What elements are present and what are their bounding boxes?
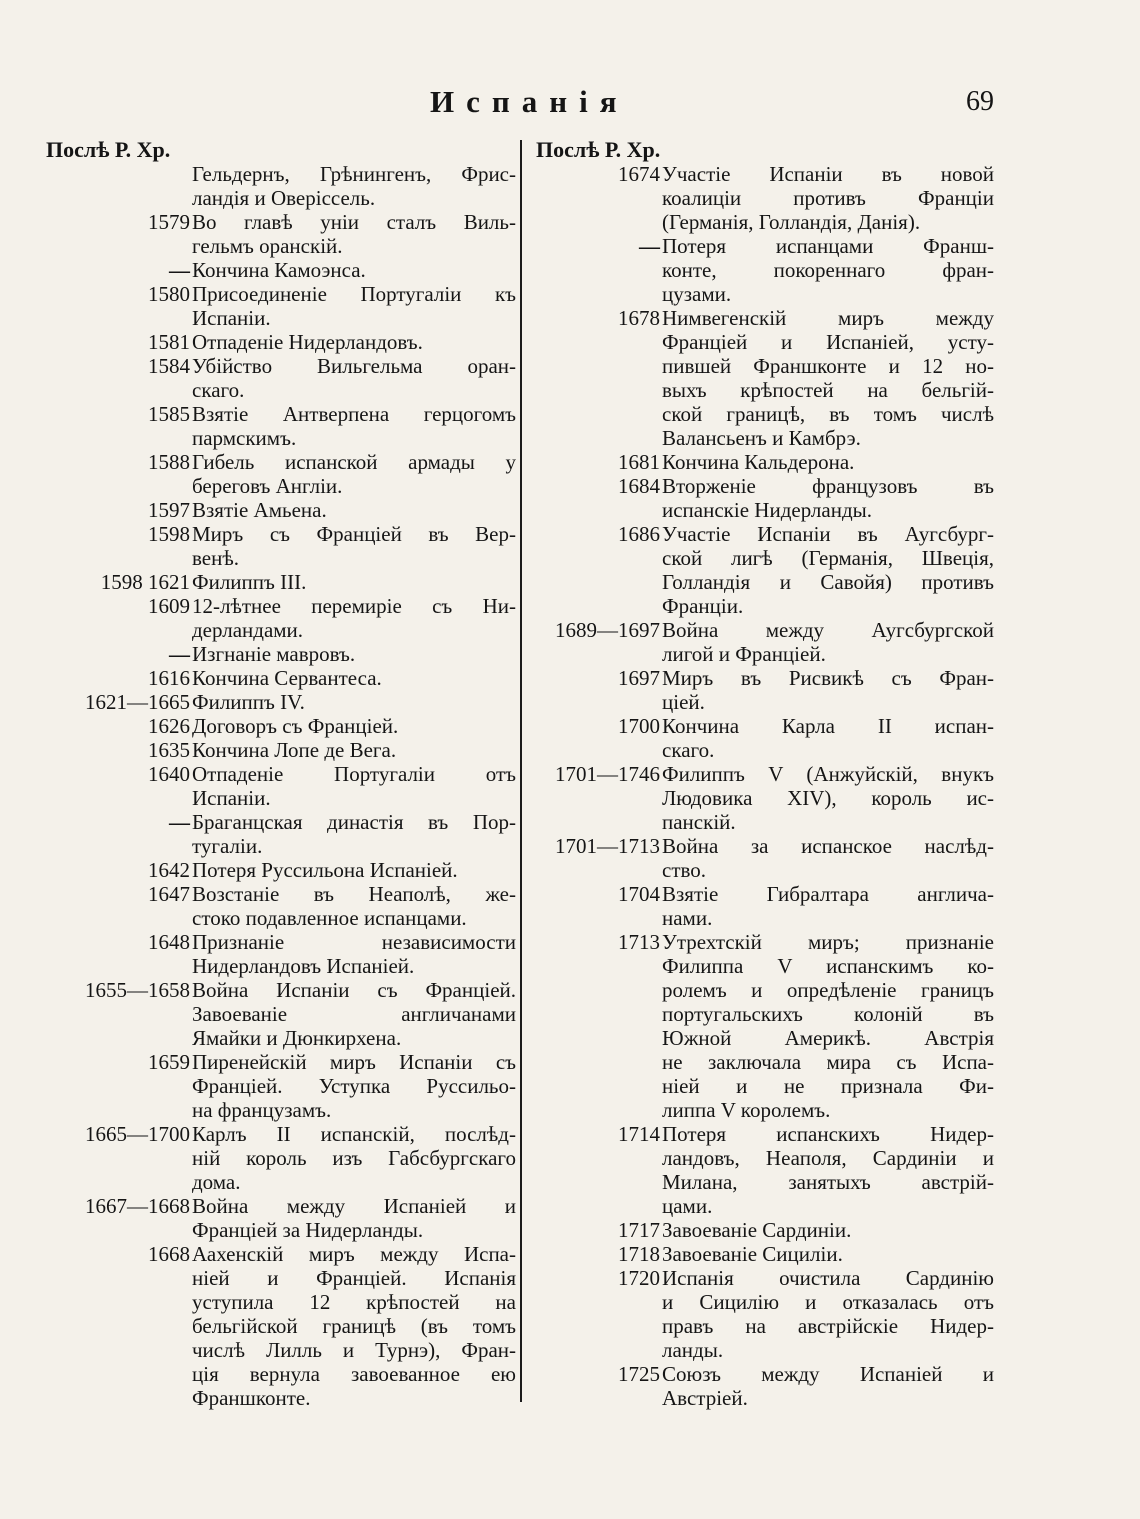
entry-text	[192, 282, 516, 330]
column-divider	[520, 140, 522, 1402]
entry-text	[662, 162, 994, 234]
entry-date: 1697	[618, 666, 660, 690]
chronology-entry	[536, 714, 998, 762]
chronology-entry	[46, 810, 516, 858]
entry-line: Договоръ съ Франціей.	[192, 714, 399, 738]
entry-line: тугаліи.	[192, 834, 263, 858]
chronology-entry	[46, 162, 516, 210]
entry-line: цузами.	[662, 282, 732, 306]
entry-date: 1665—1700	[85, 1122, 190, 1146]
entry-date: 1668	[148, 1242, 190, 1266]
entry-line: Союзъ между Испаніей и	[662, 1362, 994, 1386]
entry-date: 1700	[618, 714, 660, 738]
entry-line: Отпаденіе Нидерландовъ.	[192, 330, 423, 354]
entry-line: Ямайки и Дюнкирхена.	[192, 1026, 402, 1050]
entry-line: на французамъ.	[192, 1098, 332, 1122]
entry-date: 1720	[618, 1266, 660, 1290]
entry-line: не заключала мира съ Испа-	[662, 1050, 994, 1074]
entry-text	[192, 354, 516, 402]
entry-line: Испаніи.	[192, 786, 271, 810]
entry-text	[662, 666, 994, 714]
entry-line: Взятіе Гибралтара англича-	[662, 882, 994, 906]
entry-line: Миръ въ Рисвикѣ съ Фран-	[662, 666, 994, 690]
entry-text	[662, 1218, 994, 1242]
entry-line: Аахенскій миръ между Испа-	[192, 1242, 516, 1266]
entry-line: гельмъ оранскій.	[192, 234, 343, 258]
chronology-entry	[46, 594, 516, 642]
entry-line: ція вернула завоеванное ею	[192, 1362, 516, 1386]
chronology-entry	[46, 1194, 516, 1242]
entry-text	[662, 930, 994, 1122]
chronology-entry	[46, 450, 516, 498]
entry-line: нами.	[662, 906, 713, 930]
page-header	[0, 84, 1140, 120]
entry-line: Франціи.	[662, 594, 744, 618]
entry-date: 1648	[148, 930, 190, 954]
entry-date: 1678	[618, 306, 660, 330]
chronology-entry	[536, 162, 998, 234]
chronology-entry	[536, 474, 998, 522]
entry-line: ній король изъ Габсбургскаго	[192, 1146, 516, 1170]
entry-date: 1609	[148, 594, 190, 618]
chronology-entry	[536, 522, 998, 618]
entry-text	[192, 522, 516, 570]
entry-line: Участіе Испаніи въ Аугсбург-	[662, 522, 994, 546]
entry-line: Франціей и Испаніей, усту-	[662, 330, 994, 354]
chronology-entry	[46, 498, 516, 522]
entry-date: 1701—1713	[555, 834, 660, 858]
chronology-list	[46, 162, 516, 1410]
entry-text	[192, 1050, 516, 1122]
entry-text	[662, 450, 994, 474]
entry-text	[662, 1122, 994, 1218]
entry-text	[662, 474, 994, 522]
entry-line: Отпаденіе Португаліи отъ	[192, 762, 516, 786]
chronology-entry	[536, 1266, 998, 1362]
entry-line: Милана, занятыхъ австрій-	[662, 1170, 994, 1194]
entry-line: скаго.	[192, 378, 245, 402]
chronology-list	[536, 162, 998, 1410]
entry-text	[662, 306, 994, 450]
entry-line: пившей Франшконте и 12 но-	[662, 354, 994, 378]
entry-text	[192, 498, 516, 522]
entry-line: Присоединеніе Португаліи къ	[192, 282, 516, 306]
entry-text	[662, 1266, 994, 1362]
entry-line: Война Испаніи съ Франціей.	[192, 978, 516, 1002]
chronology-entry	[536, 762, 998, 834]
entry-line: (Германія, Голландія, Данія).	[662, 210, 921, 234]
entry-line: Завоеваніе Сициліи.	[662, 1242, 843, 1266]
entry-line: бельгійской границѣ (въ томъ	[192, 1314, 516, 1338]
entry-text	[192, 978, 516, 1050]
entry-text	[662, 1362, 994, 1410]
entry-date: 1717	[618, 1218, 660, 1242]
entry-text	[192, 162, 516, 210]
entry-line: Возстаніе въ Неаполѣ, же-	[192, 882, 516, 906]
entry-text	[192, 402, 516, 450]
entry-date: 1581	[148, 330, 190, 354]
entry-line: выхъ крѣпостей на бельгій-	[662, 378, 994, 402]
entry-text	[192, 1122, 516, 1194]
entry-line: Война между Испаніей и	[192, 1194, 516, 1218]
entry-text	[192, 1194, 516, 1242]
entry-text	[192, 714, 516, 738]
entry-line: Людовика XIV), король ис-	[662, 786, 994, 810]
entry-line: панскій.	[662, 810, 736, 834]
entry-date: 1725	[618, 1362, 660, 1386]
entry-text	[192, 330, 516, 354]
chronology-entry	[46, 282, 516, 330]
chronology-entry	[46, 210, 516, 258]
entry-line: Австріей.	[662, 1386, 748, 1410]
entry-line: Война между Аугсбургской	[662, 618, 994, 642]
chronology-entry	[46, 522, 516, 570]
entry-line: Браганцская династія въ Пор-	[192, 810, 516, 834]
chronology-entry	[46, 258, 516, 282]
page-title: Испанія	[430, 84, 629, 119]
entry-line: ской границѣ, въ томъ числѣ	[662, 402, 994, 426]
entry-line: ской лигѣ (Германія, Швеція,	[662, 546, 994, 570]
entry-text	[662, 882, 994, 930]
chronology-entry	[46, 1122, 516, 1194]
chronology-entry	[536, 234, 998, 306]
entry-text	[662, 522, 994, 618]
chronology-entry	[46, 666, 516, 690]
entry-line: венѣ.	[192, 546, 240, 570]
entry-line: Вторженіе французовъ въ	[662, 474, 994, 498]
entry-line: испанскіе Нидерланды.	[662, 498, 872, 522]
entry-text	[192, 1242, 516, 1410]
entry-line: липпа V королемъ.	[662, 1098, 831, 1122]
entry-line: ніей и Франціей. Испанія	[192, 1266, 516, 1290]
entry-line: Гельдернъ, Грѣнингенъ, Фрис-	[192, 162, 516, 186]
entry-line: Потеря испанскихъ Нидер-	[662, 1122, 994, 1146]
entry-date: —	[639, 234, 660, 258]
chronology-entry	[536, 1218, 998, 1242]
chronology-entry	[536, 450, 998, 474]
chronology-entry	[46, 642, 516, 666]
entry-line: и Сицилію и отказалась отъ	[662, 1290, 994, 1314]
entry-line: Кончина Камоэнса.	[192, 258, 366, 282]
entry-date	[46, 162, 192, 210]
entry-line: Завоеваніе англичанами	[192, 1002, 516, 1026]
entry-line: Убійство Вильгельма оран-	[192, 354, 516, 378]
entry-date: 1689—1697	[555, 618, 660, 642]
entry-line: ланды.	[662, 1338, 724, 1362]
entry-date: 1655—1658	[85, 978, 190, 1002]
entry-date: —	[169, 258, 190, 282]
chronology-entry	[46, 690, 516, 714]
entry-text	[192, 810, 516, 858]
page-number: 69	[966, 86, 994, 117]
entry-date: 1704	[618, 882, 660, 906]
entry-text	[192, 666, 516, 690]
entry-text	[192, 882, 516, 930]
entry-date: 1701—1746	[555, 762, 660, 786]
entry-line: пармскимъ.	[192, 426, 297, 450]
entry-line: ніей и не признала Фи-	[662, 1074, 994, 1098]
chronology-entry	[46, 402, 516, 450]
entry-date: —	[169, 642, 190, 666]
entry-date: 1598	[148, 522, 190, 546]
entry-line: правъ на австрійскіе Нидер-	[662, 1314, 994, 1338]
entry-line: Франшконте.	[192, 1386, 311, 1410]
entry-line: дерландами.	[192, 618, 304, 642]
entry-line: Гибель испанской армады у	[192, 450, 516, 474]
entry-line: Миръ съ Франціей въ Вер-	[192, 522, 516, 546]
entry-text	[192, 762, 516, 810]
entry-line: Кончина Сервантеса.	[192, 666, 382, 690]
entry-date: 1659	[148, 1050, 190, 1074]
entry-text	[192, 930, 516, 978]
left-column	[46, 138, 516, 1410]
entry-line: 12-лѣтнее перемиріе съ Ни-	[192, 594, 516, 618]
entry-text	[662, 834, 994, 882]
entry-line: Франціей. Уступка Руссильо-	[192, 1074, 516, 1098]
entry-date: 1626	[148, 714, 190, 738]
entry-line: Карлъ II испанскій, послѣд-	[192, 1122, 516, 1146]
chronology-entry	[46, 858, 516, 882]
chronology-entry	[536, 306, 998, 450]
entry-line: Пиренейскій миръ Испаніи съ	[192, 1050, 516, 1074]
entry-date: 1642	[148, 858, 190, 882]
entry-text	[192, 642, 516, 666]
entry-line: португальскихъ колоній въ	[662, 1002, 994, 1026]
entry-line: Нидерландовъ Испаніей.	[192, 954, 415, 978]
entry-date: 1647	[148, 882, 190, 906]
entry-date: 1713	[618, 930, 660, 954]
chronology-entry	[46, 930, 516, 978]
entry-line: уступила 12 крѣпостей на	[192, 1290, 516, 1314]
entry-date: 1681	[618, 450, 660, 474]
chronology-entry	[46, 882, 516, 930]
chronology-entry	[536, 834, 998, 882]
entry-date: —	[169, 810, 190, 834]
entry-date: 1684	[618, 474, 660, 498]
entry-line: Филиппа V испанскимъ ко-	[662, 954, 994, 978]
entry-date: 1588	[148, 450, 190, 474]
chronology-entry	[536, 930, 998, 1122]
entry-date: 1621—1665	[85, 690, 190, 714]
entry-date: 1718	[618, 1242, 660, 1266]
chronology-entry	[536, 618, 998, 666]
entry-text	[192, 210, 516, 258]
chronology-entry	[46, 738, 516, 762]
entry-date: 1714	[618, 1122, 660, 1146]
entry-date: 1584	[148, 354, 190, 378]
entry-line: Кончина Лопе де Вега.	[192, 738, 397, 762]
chronology-entry	[536, 1362, 998, 1410]
entry-text	[192, 570, 516, 594]
entry-line: цами.	[662, 1194, 713, 1218]
chronology-entry	[46, 1242, 516, 1410]
entry-text	[192, 738, 516, 762]
entry-date: 1598 1621	[100, 570, 190, 594]
chronology-entry	[536, 1242, 998, 1266]
entry-line: лигой и Франціей.	[662, 642, 826, 666]
entry-line: Потеря испанцами Франш-	[662, 234, 994, 258]
entry-line: Голландія и Савойя) противъ	[662, 570, 994, 594]
entry-line: Во главѣ уніи сталъ Виль-	[192, 210, 516, 234]
entry-line: конте, покореннаго фран-	[662, 258, 994, 282]
entry-line: ціей.	[662, 690, 705, 714]
entry-line: ландія и Оверіссель.	[192, 186, 376, 210]
entry-line: Испанія очистила Сардинію	[662, 1266, 994, 1290]
chronology-entry	[536, 1122, 998, 1218]
entry-line: ролемъ и опредѣленіе границъ	[662, 978, 994, 1002]
entry-line: Филиппъ IV.	[192, 690, 305, 714]
entry-line: Испаніи.	[192, 306, 271, 330]
entry-text	[662, 762, 994, 834]
entry-line: Признаніе независимости	[192, 930, 516, 954]
column-heading: Послѣ Р. Хр.	[536, 137, 661, 162]
entry-text	[192, 858, 516, 882]
entry-line: дома.	[192, 1170, 241, 1194]
right-column	[536, 138, 998, 1410]
entry-line: Южной Америкѣ. Австрія	[662, 1026, 994, 1050]
entry-date: 1674	[618, 162, 660, 186]
entry-line: числѣ Лилль и Турнэ), Фран-	[192, 1338, 516, 1362]
entry-date: 1585	[148, 402, 190, 426]
entry-text	[192, 258, 516, 282]
entry-line: Изгнаніе мавровъ.	[192, 642, 356, 666]
entry-line: Франціей за Нидерланды.	[192, 1218, 424, 1242]
chronology-entry	[46, 330, 516, 354]
entry-text	[662, 234, 994, 306]
entry-line: Филиппъ III.	[192, 570, 307, 594]
entry-line: ство.	[662, 858, 707, 882]
column-heading: Послѣ Р. Хр.	[46, 137, 171, 162]
entry-text	[192, 594, 516, 642]
entry-date: 1579	[148, 210, 190, 234]
chronology-entry	[46, 978, 516, 1050]
entry-date: 1580	[148, 282, 190, 306]
chronology-entry	[46, 1050, 516, 1122]
entry-text	[662, 618, 994, 666]
entry-line: Завоеваніе Сардиніи.	[662, 1218, 852, 1242]
chronology-entry	[46, 570, 516, 594]
entry-line: Кончина Карла II испан-	[662, 714, 994, 738]
entry-line: стоко подавленное испанцами.	[192, 906, 467, 930]
entry-date: 1597	[148, 498, 190, 522]
entry-date: 1635	[148, 738, 190, 762]
entry-line: Потеря Руссильона Испаніей.	[192, 858, 458, 882]
chronology-entry	[46, 354, 516, 402]
chronology-entry	[536, 666, 998, 714]
entry-text	[662, 714, 994, 762]
entry-line: береговъ Англіи.	[192, 474, 343, 498]
entry-line: Филиппъ V (Анжуйскій, внукъ	[662, 762, 994, 786]
entry-date: 1667—1668	[85, 1194, 190, 1218]
entry-line: Война за испанское наслѣд-	[662, 834, 994, 858]
entry-text	[192, 450, 516, 498]
entry-line: Участіе Испаніи въ новой	[662, 162, 994, 186]
entry-line: Взятіе Амьена.	[192, 498, 327, 522]
chronology-entry	[46, 714, 516, 738]
entry-line: Валансьенъ и Камбрэ.	[662, 426, 861, 450]
entry-text	[662, 1242, 994, 1266]
entry-text	[192, 690, 516, 714]
entry-line: Кончина Кальдерона.	[662, 450, 855, 474]
entry-line: Утрехтскій миръ; признаніе	[662, 930, 994, 954]
entry-line: коалиціи противъ Франціи	[662, 186, 994, 210]
chronology-entry	[46, 762, 516, 810]
entry-line: скаго.	[662, 738, 715, 762]
entry-line: Нимвегенскій миръ между	[662, 306, 994, 330]
entry-date: 1640	[148, 762, 190, 786]
chronology-entry	[536, 882, 998, 930]
entry-date: 1686	[618, 522, 660, 546]
entry-date: 1616	[148, 666, 190, 690]
entry-line: ландовъ, Неаполя, Сардиніи и	[662, 1146, 994, 1170]
entry-line: Взятіе Антверпена герцогомъ	[192, 402, 516, 426]
